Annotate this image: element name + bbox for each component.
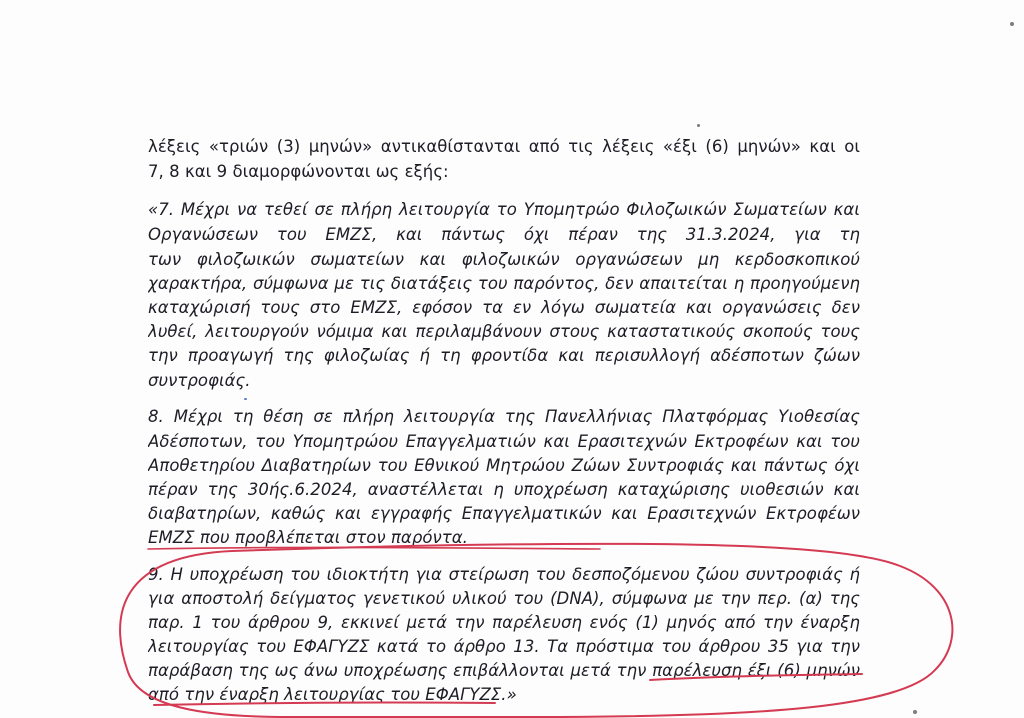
para7-line-1: «7. Μέχρι να τεθεί σε πλήρη λειτουργία το Υπομητρώο Φιλοζωικών Σωματείων και — [148, 200, 860, 219]
para9-line-5: παράβαση της ως άνω υποχρέωσης επιβάλλονται μετά την παρέλευση έξι (6) μηνών — [148, 661, 860, 680]
para7-line-5: καταχώρισή τους στο ΕΜΖΣ, εφόσον τα εν λόγω σωματεία και οργανώσεις δεν — [148, 298, 860, 317]
para9-line-4: λειτουργίας του ΕΦΑΓΥΖΣ κατά το άρθρο 13. Τα πρόστιμα του άρθρου 35 για την — [148, 637, 860, 656]
scan-speck — [244, 398, 247, 400]
para9-line-3: παρ. 1 του άρθρου 9, εκκινεί μετά την παρέλευση ενός (1) μηνός από την έναρξη — [148, 613, 860, 632]
para8-line-6: ΕΜΖΣ που προβλέπεται στον παρόντα. — [148, 528, 468, 547]
para7-line-6: λυθεί, λειτουργούν νόμιμα και περιλαμβάνουν στους καταστατικούς σκοπούς τους — [148, 322, 860, 341]
para9-line-6: από την έναρξη λειτουργίας του ΕΦΑΓΥΖΣ.» — [148, 685, 517, 704]
para9-line-1: 9. Η υποχρέωση του ιδιοκτήτη για στείρωση του δεσποζόμενου ζώου συντροφιάς ή — [148, 565, 860, 584]
intro-line-2: 7, 8 και 9 διαμορφώνονται ως εξής: — [148, 162, 449, 181]
scan-speck — [913, 710, 917, 714]
para7-line-8: συντροφιάς. — [148, 371, 251, 390]
scan-speck — [1010, 22, 1014, 26]
para8-line-1: 8. Μέχρι τη θέση σε πλήρη λειτουργία της Πανελλήνιας Πλατφόρμας Υιοθεσίας — [148, 407, 860, 426]
para7-line-3: των φιλοζωικών σωματείων και φιλοζωικών οργανώσεων μη κερδοσκοπικού — [148, 250, 860, 269]
para8-line-3: Αποθετηρίου Διαβατηρίων του Εθνικού Μητρώου Ζώων Συντροφιάς και πάντως όχι — [148, 456, 860, 475]
para8-line-4: πέραν της 30ής.6.2024, αναστέλλεται η υποχρέωση καταχώρισης υιοθεσιών και — [148, 480, 860, 499]
para8-line-2: Αδέσποτων, του Υπομητρώου Επαγγελματιών και Ερασιτεχνών Εκτροφέων και του — [148, 432, 860, 451]
intro-line-1: λέξεις «τριών (3) μηνών» αντικαθίστανται από τις λέξεις «έξι (6) μηνών» και οι — [148, 137, 860, 156]
scan-speck — [697, 124, 700, 127]
para7-line-2: Οργανώσεων του ΕΜΖΣ, και πάντως όχι πέραν της 31.3.2024, για τη — [148, 225, 860, 244]
para7-line-4: χαρακτήρα, σύμφωνα με τις διατάξεις του παρόντος, δεν απαιτείται η προηγούμενη — [148, 274, 860, 293]
para9-line-2: για αποστολή δείγματος γενετικού υλικού του (DNA), σύμφωνα με την περ. (α) της — [148, 589, 860, 608]
para8-line-5: διαβατηρίων, καθώς και εγγραφής Επαγγελματικών και Ερασιτεχνών Εκτροφέων — [148, 504, 860, 523]
para7-line-7: την προαγωγή της φιλοζωίας ή τη φροντίδα και περισυλλογή αδέσποτων ζώων — [148, 346, 860, 365]
